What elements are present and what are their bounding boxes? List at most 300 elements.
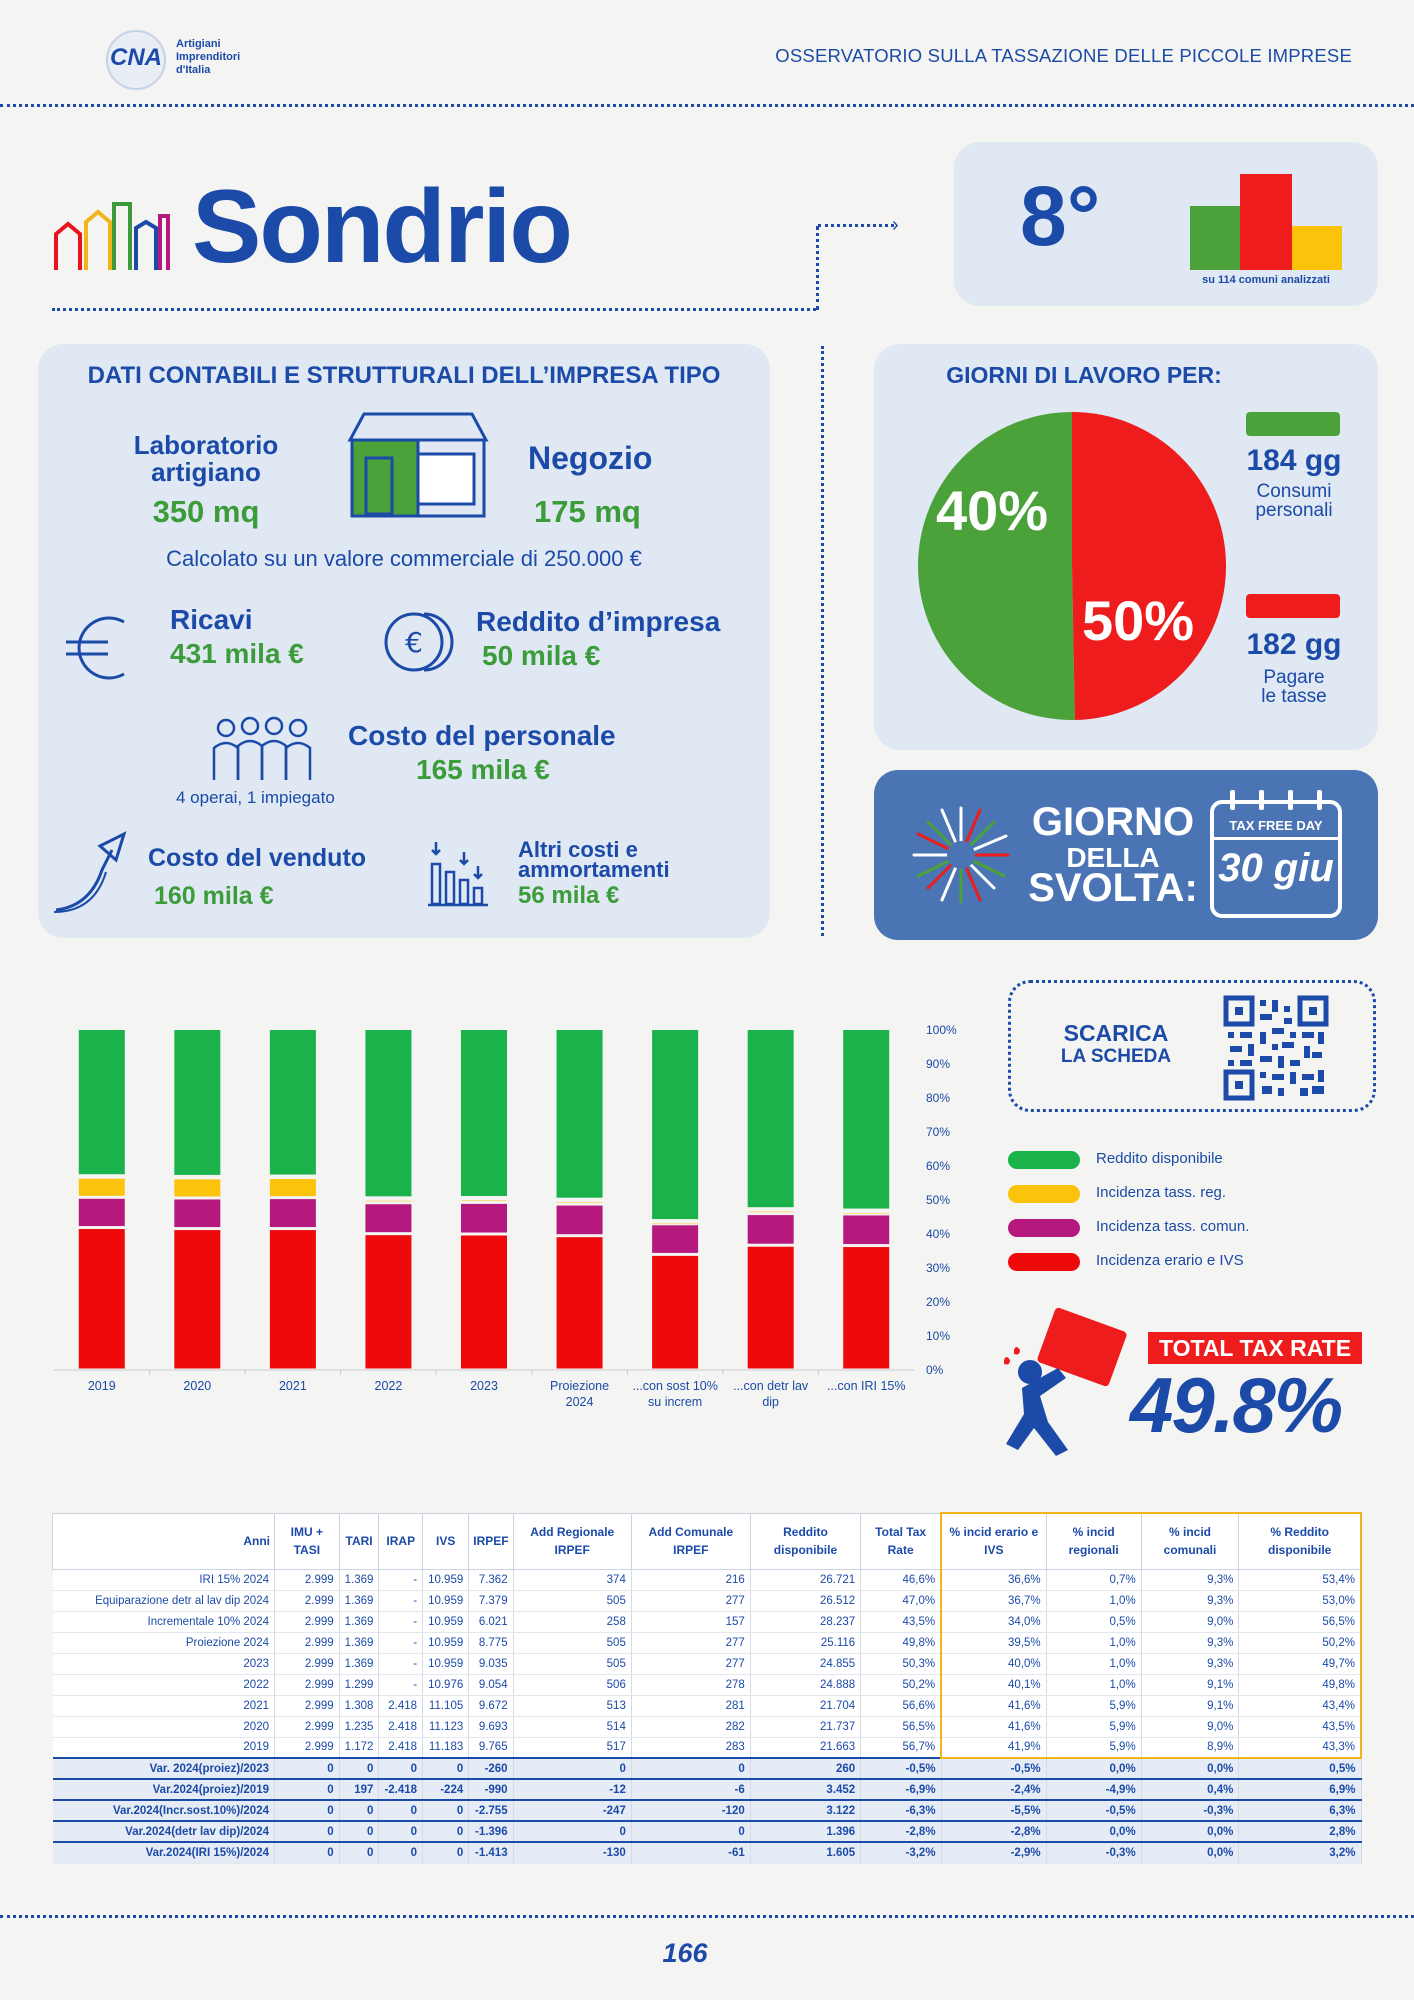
qr-code-icon[interactable] (1226, 998, 1326, 1098)
table-cell: 10.959 (423, 1611, 469, 1632)
lab-value: 350 mq (152, 494, 260, 529)
table-cell: Proiezione 2024 (53, 1632, 275, 1653)
table-row (53, 1737, 1362, 1758)
table-cell: 47,0% (861, 1590, 941, 1611)
table-cell: 50,2% (861, 1674, 941, 1695)
table-cell: 505 (513, 1653, 631, 1674)
table-header-cell: TARI (339, 1513, 379, 1569)
legend-swatch-comunale (1008, 1219, 1080, 1237)
table-cell: 41,9% (941, 1737, 1046, 1758)
table-cell: - (379, 1590, 423, 1611)
cogs-label: Costo del venduto (148, 844, 367, 872)
table-cell: 2.418 (379, 1737, 423, 1758)
table-cell: 49,8% (1239, 1674, 1361, 1695)
chart-down-icon (426, 838, 494, 908)
table-cell: 0 (631, 1758, 750, 1779)
calendar-rings (1230, 790, 1322, 810)
table-cell: 7.362 (469, 1569, 513, 1590)
table-cell: 2.999 (275, 1611, 340, 1632)
table-cell: 5,9% (1046, 1716, 1141, 1737)
green-days-label: Consumi personali (1255, 481, 1333, 521)
pie-red-pct: 50% (1082, 589, 1195, 652)
table-cell: 11.105 (423, 1695, 469, 1716)
bar-segment (174, 1030, 220, 1175)
table-cell: 10.959 (423, 1590, 469, 1611)
table-cell: -990 (469, 1779, 513, 1800)
bar-segment (843, 1215, 889, 1244)
table-cell: 0 (379, 1800, 423, 1821)
table-cell: 1.605 (750, 1842, 860, 1863)
table-cell: 517 (513, 1737, 631, 1758)
table-cell: 50,2% (1239, 1632, 1361, 1653)
bar-segment (79, 1030, 125, 1174)
x-category-label: 2024 (565, 1395, 594, 1409)
table-row (53, 1653, 1362, 1674)
y-tick-label: 20% (926, 1295, 951, 1309)
table-cell: 2022 (53, 1674, 275, 1695)
legend-swatch-regionale (1008, 1185, 1080, 1203)
table-cell: 283 (631, 1737, 750, 1758)
table-header-cell: Add Regionale IRPEF (513, 1513, 631, 1569)
city-name: Sondrio (192, 169, 571, 285)
table-cell: 0 (339, 1821, 379, 1842)
table-cell: 24.888 (750, 1674, 860, 1695)
red-days: 182 gg (1246, 628, 1342, 661)
table-cell: 0 (275, 1842, 340, 1863)
bar-segment (270, 1230, 316, 1368)
table-cell: 0 (513, 1821, 631, 1842)
building-icon (346, 412, 490, 518)
staff-label: Costo del personale (348, 720, 616, 751)
table-header-cell: IRPEF (469, 1513, 513, 1569)
table-cell: 0 (275, 1779, 340, 1800)
turning-day-line3: SVOLTA: (1028, 866, 1198, 910)
x-category-label: Proiezione (550, 1379, 610, 1393)
total-tax-label: TOTAL TAX RATE (1148, 1332, 1362, 1364)
table-cell: 5,9% (1046, 1737, 1141, 1758)
table-cell: 9.672 (469, 1695, 513, 1716)
table-cell: 9,3% (1141, 1632, 1239, 1653)
table-cell: 9,1% (1141, 1674, 1239, 1695)
table-cell: 49,8% (861, 1632, 941, 1653)
table-row (53, 1716, 1362, 1737)
bar-segment (461, 1030, 507, 1196)
bar-segment (557, 1237, 603, 1368)
table-cell: 0 (275, 1800, 340, 1821)
table-cell: 258 (513, 1611, 631, 1632)
table-cell: 0 (379, 1821, 423, 1842)
table-cell: -12 (513, 1779, 631, 1800)
table-cell: 6.021 (469, 1611, 513, 1632)
table-cell: 1.235 (339, 1716, 379, 1737)
table-cell: -0,5% (861, 1758, 941, 1779)
table-cell: 1.396 (750, 1821, 860, 1842)
table-cell: 0 (513, 1758, 631, 1779)
table-cell: 2019 (53, 1737, 275, 1758)
person-carrying-box-icon (996, 1310, 1136, 1460)
table-cell: 6,9% (1239, 1779, 1361, 1800)
table-cell: Var.2024(proiez)/2019 (53, 1779, 275, 1800)
table-cell: 0,4% (1141, 1779, 1239, 1800)
table-cell: IRI 15% 2024 (53, 1569, 275, 1590)
table-cell: 2.999 (275, 1653, 340, 1674)
y-tick-label: 80% (926, 1091, 951, 1105)
table-cell: 2021 (53, 1695, 275, 1716)
table-cell: 2.999 (275, 1716, 340, 1737)
table-cell: 1.369 (339, 1632, 379, 1653)
y-tick-label: 50% (926, 1193, 951, 1207)
table-cell: Equiparazione detr al lav dip 2024 (53, 1590, 275, 1611)
footer-divider (0, 1915, 1414, 1918)
table-cell: 2.999 (275, 1674, 340, 1695)
bar-segment (174, 1179, 220, 1196)
bar-segment (461, 1204, 507, 1233)
table-cell: 39,5% (941, 1632, 1046, 1653)
table-row (53, 1590, 1362, 1611)
bar-segment (174, 1230, 220, 1368)
table-cell: -3,2% (861, 1842, 941, 1863)
table-cell: 9,3% (1141, 1569, 1239, 1590)
bar-segment (652, 1224, 698, 1225)
x-category-label: su increm (648, 1395, 703, 1409)
table-cell: 26.512 (750, 1590, 860, 1611)
table-cell: 0 (339, 1758, 379, 1779)
table-cell: -1.396 (469, 1821, 513, 1842)
table-row (53, 1569, 1362, 1590)
page-number: 166 (662, 1938, 708, 1968)
x-category-label: ...con IRI 15% (826, 1379, 906, 1393)
table-header-cell: % incid regionali (1046, 1513, 1141, 1569)
bar-segment (365, 1204, 411, 1232)
cogs-value: 160 mila € (154, 882, 274, 910)
table-cell: -0,5% (941, 1758, 1046, 1779)
green-days: 184 gg (1246, 444, 1342, 477)
bar-segment (270, 1199, 316, 1227)
table-cell: 43,3% (1239, 1737, 1361, 1758)
table-cell: 43,5% (861, 1611, 941, 1632)
x-category-label: 2020 (183, 1379, 212, 1393)
download-line2: LA SCHEDA (1060, 1046, 1172, 1067)
table-row (53, 1695, 1362, 1716)
table-cell: Incrementale 10% 2024 (53, 1611, 275, 1632)
table-cell: 56,5% (861, 1716, 941, 1737)
company-title: DATI CONTABILI E STRUTTURALI DELL’IMPRESA TIPO (87, 362, 721, 389)
table-cell: 11.123 (423, 1716, 469, 1737)
bar-segment (652, 1256, 698, 1369)
table-cell: - (379, 1632, 423, 1653)
x-category-label: 2023 (470, 1379, 498, 1393)
table-cell: 2023 (53, 1653, 275, 1674)
table-header-cell: IMU + TASI (275, 1513, 340, 1569)
city-skyline-icon (52, 194, 170, 274)
bar-segment (79, 1199, 125, 1226)
table-cell: 277 (631, 1653, 750, 1674)
table-cell: 9,3% (1141, 1653, 1239, 1674)
y-tick-label: 90% (926, 1057, 951, 1071)
table-row (53, 1632, 1362, 1653)
table-variation-row (53, 1758, 1362, 1779)
table-cell: -2,4% (941, 1779, 1046, 1800)
lab-label: Laboratorio artigiano (133, 430, 279, 487)
table-cell: 6,3% (1239, 1800, 1361, 1821)
table-cell: 0 (631, 1821, 750, 1842)
cna-logo-text: CNA (110, 44, 162, 71)
table-cell: 2020 (53, 1716, 275, 1737)
legend-swatch-reddito (1008, 1151, 1080, 1169)
table-cell: 56,7% (861, 1737, 941, 1758)
table-cell: 277 (631, 1632, 750, 1653)
table-cell: 1,0% (1046, 1653, 1141, 1674)
pie-slice-red (1072, 412, 1226, 720)
table-cell: 282 (631, 1716, 750, 1737)
table-cell: -2.755 (469, 1800, 513, 1821)
table-cell: 197 (339, 1779, 379, 1800)
bar-segment (748, 1212, 794, 1213)
table-cell: Var.2024(detr lav dip)/2024 (53, 1821, 275, 1842)
table-cell: 1.308 (339, 1695, 379, 1716)
table-header-cell: Add Comunale IRPEF (631, 1513, 750, 1569)
table-cell: 41,6% (941, 1716, 1046, 1737)
bar-segment (652, 1030, 698, 1219)
table-row (53, 1674, 1362, 1695)
table-cell: 9,3% (1141, 1590, 1239, 1611)
table-cell: 1.369 (339, 1611, 379, 1632)
rocket-icon (50, 830, 130, 914)
red-days-label: Pagare le tasse (1261, 667, 1327, 707)
table-cell: 1.369 (339, 1653, 379, 1674)
table-cell: 10.959 (423, 1653, 469, 1674)
table-cell: 0,0% (1141, 1821, 1239, 1842)
bar-segment (365, 1030, 411, 1196)
bar-segment (557, 1202, 603, 1203)
y-tick-label: 30% (926, 1261, 951, 1275)
table-cell: 0 (379, 1842, 423, 1863)
table-header-cell: IVS (423, 1513, 469, 1569)
legend-swatch-erario (1008, 1253, 1080, 1271)
legend-label-reddito: Reddito disponibile (1096, 1150, 1223, 1167)
table-cell: 9,0% (1141, 1611, 1239, 1632)
table-cell: 514 (513, 1716, 631, 1737)
table-cell: 36,7% (941, 1590, 1046, 1611)
bar-segment (843, 1030, 889, 1209)
table-cell: 5,9% (1046, 1695, 1141, 1716)
table-cell: 1.299 (339, 1674, 379, 1695)
red-days-swatch (1246, 594, 1340, 618)
table-cell: 9.054 (469, 1674, 513, 1695)
header-title: OSSERVATORIO SULLA TASSAZIONE DELLE PICCOLE IMPRESE (775, 45, 1352, 66)
table-cell: 21.663 (750, 1737, 860, 1758)
other-costs-label: Altri costi e ammortamenti (518, 837, 670, 882)
svg-text:€: € (405, 626, 423, 659)
bar-segment (270, 1030, 316, 1175)
table-cell: 0,0% (1046, 1758, 1141, 1779)
income-value: 50 mila € (482, 640, 601, 671)
table-cell: 9.693 (469, 1716, 513, 1737)
table-cell: 26.721 (750, 1569, 860, 1590)
workdays-pie (916, 410, 1228, 722)
table-cell: 2.999 (275, 1737, 340, 1758)
table-variation-row (53, 1779, 1362, 1800)
table-cell: -0,3% (1141, 1800, 1239, 1821)
bar-segment (843, 1213, 889, 1214)
table-cell: Var.2024(IRI 15%)/2024 (53, 1842, 275, 1863)
euro-icon (62, 610, 132, 686)
table-cell: 50,3% (861, 1653, 941, 1674)
table-cell: 0 (423, 1842, 469, 1863)
table-cell: -130 (513, 1842, 631, 1863)
x-category-label: dip (762, 1395, 780, 1409)
tax-free-day-date: 30 giu (1218, 846, 1334, 890)
table-cell: 3.122 (750, 1800, 860, 1821)
table-cell: 24.855 (750, 1653, 860, 1674)
ranking-subtitle: su 114 comuni analizzati (1202, 274, 1330, 286)
table-cell: 43,4% (1239, 1695, 1361, 1716)
table-cell: 1,0% (1046, 1590, 1141, 1611)
table-cell: 9,0% (1141, 1716, 1239, 1737)
table-cell: 10.959 (423, 1569, 469, 1590)
table-cell: 10.959 (423, 1632, 469, 1653)
turning-day-line2: DELLA (1066, 842, 1160, 873)
download-line1: SCARICA (1063, 1020, 1169, 1046)
table-cell: -2,9% (941, 1842, 1046, 1863)
income-label: Reddito d’impresa (476, 606, 721, 637)
table-cell: 34,0% (941, 1611, 1046, 1632)
table-cell: 0 (423, 1821, 469, 1842)
table-cell: 506 (513, 1674, 631, 1695)
bar-segment (461, 1200, 507, 1201)
table-cell: -4,9% (1046, 1779, 1141, 1800)
table-cell: 9.765 (469, 1737, 513, 1758)
table-cell: 513 (513, 1695, 631, 1716)
y-tick-label: 70% (926, 1125, 951, 1139)
table-cell: 3.452 (750, 1779, 860, 1800)
table-cell: 281 (631, 1695, 750, 1716)
shop-label: Negozio (528, 440, 653, 476)
coin-euro-icon (384, 608, 452, 676)
table-cell: 41,6% (941, 1695, 1046, 1716)
header-divider (0, 104, 1414, 107)
table-cell: 0 (423, 1800, 469, 1821)
connector-line-top (818, 224, 894, 227)
table-header-cell: Reddito disponibile (750, 1513, 860, 1569)
table-cell: -5,5% (941, 1800, 1046, 1821)
table-cell: 11.183 (423, 1737, 469, 1758)
table-header-cell: % incid erario e IVS (941, 1513, 1046, 1569)
table-cell: 1,0% (1046, 1632, 1141, 1653)
table-cell: 53,0% (1239, 1590, 1361, 1611)
table-cell: 0,5% (1046, 1611, 1141, 1632)
table-cell: 0 (275, 1821, 340, 1842)
table-cell: 2.999 (275, 1695, 340, 1716)
table-cell: 0,0% (1046, 1821, 1141, 1842)
bar-segment (843, 1247, 889, 1368)
bar-segment (557, 1030, 603, 1198)
table-cell: -2.418 (379, 1779, 423, 1800)
table-cell: 49,7% (1239, 1653, 1361, 1674)
table-cell: 1.172 (339, 1737, 379, 1758)
arrow-right-icon: › (892, 214, 899, 236)
ranking-position: 8° (1020, 169, 1101, 263)
bar-segment (365, 1235, 411, 1368)
total-tax-value: 49.8% (1130, 1361, 1342, 1449)
table-cell: -120 (631, 1800, 750, 1821)
table-cell: - (379, 1569, 423, 1590)
other-costs-value: 56 mila € (518, 882, 620, 909)
y-tick-label: 100% (926, 1023, 957, 1037)
table-cell: 0 (423, 1758, 469, 1779)
city-underline (52, 308, 816, 311)
legend-label-regionale: Incidenza tass. reg. (1096, 1184, 1227, 1201)
tax-bar-chart (40, 1010, 957, 1420)
table-cell: -61 (631, 1842, 750, 1863)
table-variation-row (53, 1821, 1362, 1842)
revenue-value: 431 mila € (170, 638, 304, 669)
vertical-divider (821, 346, 824, 936)
bar-segment (270, 1179, 316, 1196)
table-cell: -6 (631, 1779, 750, 1800)
staff-note: 4 operai, 1 impiegato (176, 788, 335, 807)
table-cell: -6,9% (861, 1779, 941, 1800)
y-tick-label: 40% (926, 1227, 951, 1241)
table-cell: - (379, 1674, 423, 1695)
table-cell: 0,0% (1141, 1842, 1239, 1863)
table-cell: 9.035 (469, 1653, 513, 1674)
table-cell: 56,5% (1239, 1611, 1361, 1632)
bar-segment (748, 1030, 794, 1207)
bar-segment (79, 1179, 125, 1196)
table-cell: -0,3% (1046, 1842, 1141, 1863)
table-cell: 9,1% (1141, 1695, 1239, 1716)
table-cell: -1.413 (469, 1842, 513, 1863)
green-days-swatch (1246, 412, 1340, 436)
revenue-label: Ricavi (170, 604, 253, 635)
table-cell: 25.116 (750, 1632, 860, 1653)
table-cell: 8.775 (469, 1632, 513, 1653)
table-row (53, 1611, 1362, 1632)
table-cell: -247 (513, 1800, 631, 1821)
table-cell: -6,3% (861, 1800, 941, 1821)
x-category-label: ...con detr lav (733, 1379, 809, 1393)
table-cell: 40,1% (941, 1674, 1046, 1695)
workdays-title: GIORNI DI LAVORO PER: (946, 362, 1222, 388)
fireworks-icon (906, 800, 1016, 910)
table-cell: 2.999 (275, 1632, 340, 1653)
table-cell: Var. 2024(proiez)/2023 (53, 1758, 275, 1779)
pie-slice-green (918, 412, 1075, 720)
table-cell: 46,6% (861, 1569, 941, 1590)
legend-label-erario: Incidenza erario e IVS (1096, 1252, 1244, 1269)
x-category-label: 2019 (87, 1379, 116, 1393)
tax-free-day-badge: TAX FREE DAY (1214, 818, 1338, 840)
table-header-cell: Total Tax Rate (861, 1513, 941, 1569)
tax-data-table (52, 1512, 1362, 1864)
table-cell: - (379, 1653, 423, 1674)
shop-value: 175 mq (534, 494, 641, 529)
table-header-cell: Anni (53, 1513, 275, 1569)
table-cell: 505 (513, 1632, 631, 1653)
table-cell: 36,6% (941, 1569, 1046, 1590)
table-cell: 7.379 (469, 1590, 513, 1611)
bar-segment (79, 1229, 125, 1368)
commercial-note: Calcolato su un valore commerciale di 250.000 € (166, 546, 642, 571)
bar-segment (748, 1247, 794, 1369)
table-header-cell: IRAP (379, 1513, 423, 1569)
table-cell: 2.999 (275, 1590, 340, 1611)
bar-segment (174, 1199, 220, 1227)
table-cell: 277 (631, 1590, 750, 1611)
turning-day-line1: GIORNO (1031, 800, 1195, 844)
y-tick-label: 0% (926, 1363, 944, 1377)
